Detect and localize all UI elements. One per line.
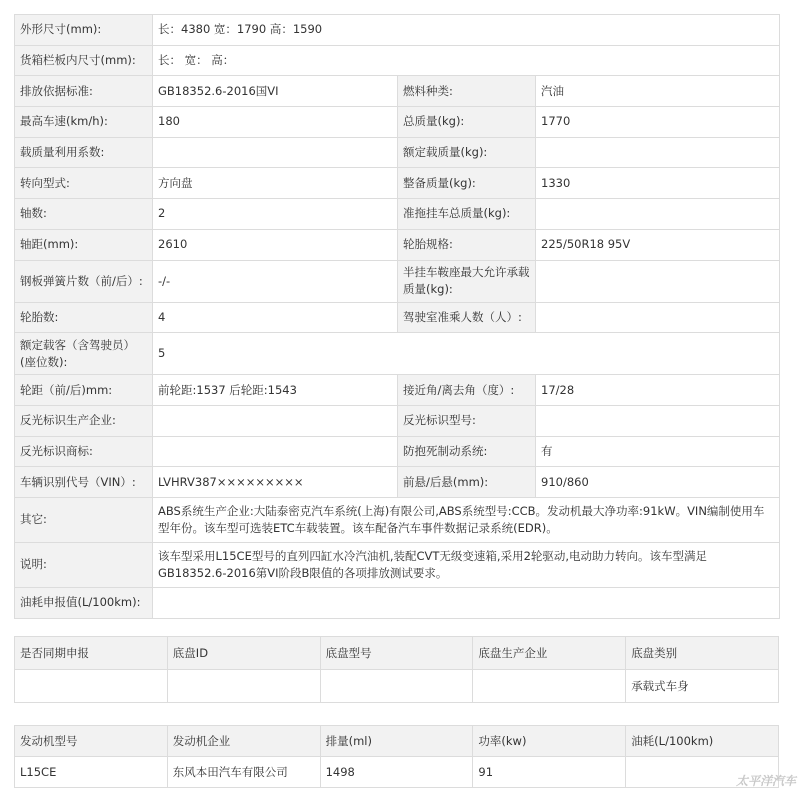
spec-row-reflector-brand: [15, 436, 780, 467]
engine-data-row: [15, 757, 779, 788]
dimensions-value: 长：4380 宽：1790 高：1590: [153, 15, 780, 46]
engine-header-cell: 排量(ml): [320, 726, 473, 757]
chassis-header-row: [15, 637, 779, 670]
maxspeed-value: 180: [153, 107, 398, 138]
other-label: 其它:: [15, 497, 153, 542]
tirecount-label: 轮胎数:: [15, 302, 153, 333]
chassis-header-cell: 底盘ID: [167, 637, 320, 670]
reflector-model-label: 反光标识型号:: [398, 405, 536, 436]
reflector-maker-value: [153, 405, 398, 436]
other-value: ABS系统生产企业:大陆泰密克汽车系统(上海)有限公司,ABS系统型号:CCB。发动机最大净功率:91kW。VIN编制使用车型年份。该车型可选装ETC车载装置。该车配备汽车事件数据记录系统(EDR)。: [153, 497, 780, 542]
totalmass-label: 总质量(kg):: [398, 107, 536, 138]
spec-row-wheelbase: [15, 229, 780, 260]
abs-label: 防抱死制动系统:: [398, 436, 536, 467]
angle-value: 17/28: [536, 375, 780, 406]
cargo-value: 长： 宽： 高：: [153, 45, 780, 76]
tire-label: 轮胎规格:: [398, 229, 536, 260]
axles-value: 2: [153, 199, 398, 230]
engine-cell: 东风本田汽车有限公司: [167, 757, 320, 788]
watermark: 太平洋汽车: [735, 774, 796, 788]
spec-row-note: [15, 542, 780, 587]
fuel-value: 汽油: [536, 76, 780, 107]
chassis-header-cell: 底盘型号: [320, 637, 473, 670]
track-label: 轮距（前/后)mm:: [15, 375, 153, 406]
track-value: 前轮距:1537 后轮距:1543: [153, 375, 398, 406]
loadfactor-value: [153, 137, 398, 168]
spec-row-cargo: [15, 45, 780, 76]
fuelcons-value: [153, 587, 780, 618]
spec-row-fuelcons: [15, 587, 780, 618]
reflector-model-value: [536, 405, 780, 436]
trailermass-value: [536, 199, 780, 230]
dimensions-label: 外形尺寸(mm):: [15, 15, 153, 46]
tirecount-value: 4: [153, 302, 398, 333]
spec-row-passengers: [15, 333, 780, 375]
spec-row-emission: [15, 76, 780, 107]
engine-cell: L15CE: [15, 757, 168, 788]
overhang-label: 前悬/后悬(mm):: [398, 467, 536, 498]
chassis-cell: [167, 670, 320, 703]
steering-value: 方向盘: [153, 168, 398, 199]
totalmass-value: 1770: [536, 107, 780, 138]
engine-cell: 1498: [320, 757, 473, 788]
fuelcons-label: 油耗申报值(L/100km):: [15, 587, 153, 618]
chassis-cell: [15, 670, 168, 703]
chassis-header-cell: 底盘类别: [626, 637, 779, 670]
emission-label: 排放依据标准:: [15, 76, 153, 107]
curbmass-label: 整备质量(kg):: [398, 168, 536, 199]
note-value: 该车型采用L15CE型号的直列四缸水冷汽油机,装配CVT无级变速箱,采用2轮驱动,电动助力转向。该车型满足GB18352.6-2016第VI阶段B限值的各项排放测试要求。: [153, 542, 780, 587]
reflector-brand-label: 反光标识商标:: [15, 436, 153, 467]
engine-cell: 91: [473, 757, 626, 788]
chassis-table: [14, 636, 779, 703]
spec-row-speed: [15, 107, 780, 138]
emission-value: GB18352.6-2016国VI: [153, 76, 398, 107]
ratedload-label: 额定载质量(kg):: [398, 137, 536, 168]
spec-row-reflector: [15, 405, 780, 436]
abs-value: 有: [536, 436, 780, 467]
wheelbase-label: 轴距(mm):: [15, 229, 153, 260]
chassis-cell: 承载式车身: [626, 670, 779, 703]
curbmass-value: 1330: [536, 168, 780, 199]
saddle-value: [536, 260, 780, 302]
passengers-label: 额定载客（含驾驶员）(座位数):: [15, 333, 153, 375]
spec-row-dimensions: [15, 15, 780, 46]
axles-label: 轴数:: [15, 199, 153, 230]
springs-value: -/-: [153, 260, 398, 302]
engine-header-cell: 发动机型号: [15, 726, 168, 757]
ratedload-value: [536, 137, 780, 168]
engine-header-cell: 油耗(L/100km): [626, 726, 779, 757]
vin-value: LVHRV387×××××××××: [153, 467, 398, 498]
maxspeed-label: 最高车速(km/h):: [15, 107, 153, 138]
spec-row-springs: [15, 260, 780, 302]
spec-row-vin: [15, 467, 780, 498]
chassis-cell: [473, 670, 626, 703]
spec-table: [14, 14, 780, 619]
angle-label: 接近角/离去角（度）:: [398, 375, 536, 406]
steering-label: 转向型式:: [15, 168, 153, 199]
fuel-label: 燃料种类:: [398, 76, 536, 107]
spec-row-other: [15, 497, 780, 542]
engine-header-cell: 发动机企业: [167, 726, 320, 757]
cabseats-label: 驾驶室准乘人数（人）:: [398, 302, 536, 333]
cargo-label: 货箱栏板内尺寸(mm):: [15, 45, 153, 76]
engine-header-row: [15, 726, 779, 757]
spec-row-steering: [15, 168, 780, 199]
springs-label: 钢板弹簧片数（前/后）:: [15, 260, 153, 302]
reflector-brand-value: [153, 436, 398, 467]
vin-label: 车辆识别代号（VIN）:: [15, 467, 153, 498]
spec-row-axles: [15, 199, 780, 230]
overhang-value: 910/860: [536, 467, 780, 498]
trailermass-label: 准拖挂车总质量(kg):: [398, 199, 536, 230]
loadfactor-label: 载质量利用系数:: [15, 137, 153, 168]
engine-header-cell: 功率(kw): [473, 726, 626, 757]
spec-row-load: [15, 137, 780, 168]
chassis-header-cell: 是否同期申报: [15, 637, 168, 670]
cabseats-value: [536, 302, 780, 333]
passengers-value: 5: [153, 333, 780, 375]
reflector-maker-label: 反光标识生产企业:: [15, 405, 153, 436]
saddle-label: 半挂车鞍座最大允许承载质量(kg):: [398, 260, 536, 302]
wheelbase-value: 2610: [153, 229, 398, 260]
chassis-header-cell: 底盘生产企业: [473, 637, 626, 670]
spec-row-tirecount: [15, 302, 780, 333]
engine-table: [14, 725, 779, 788]
spec-row-track: [15, 375, 780, 406]
chassis-data-row: [15, 670, 779, 703]
chassis-cell: [320, 670, 473, 703]
tire-value: 225/50R18 95V: [536, 229, 780, 260]
note-label: 说明:: [15, 542, 153, 587]
